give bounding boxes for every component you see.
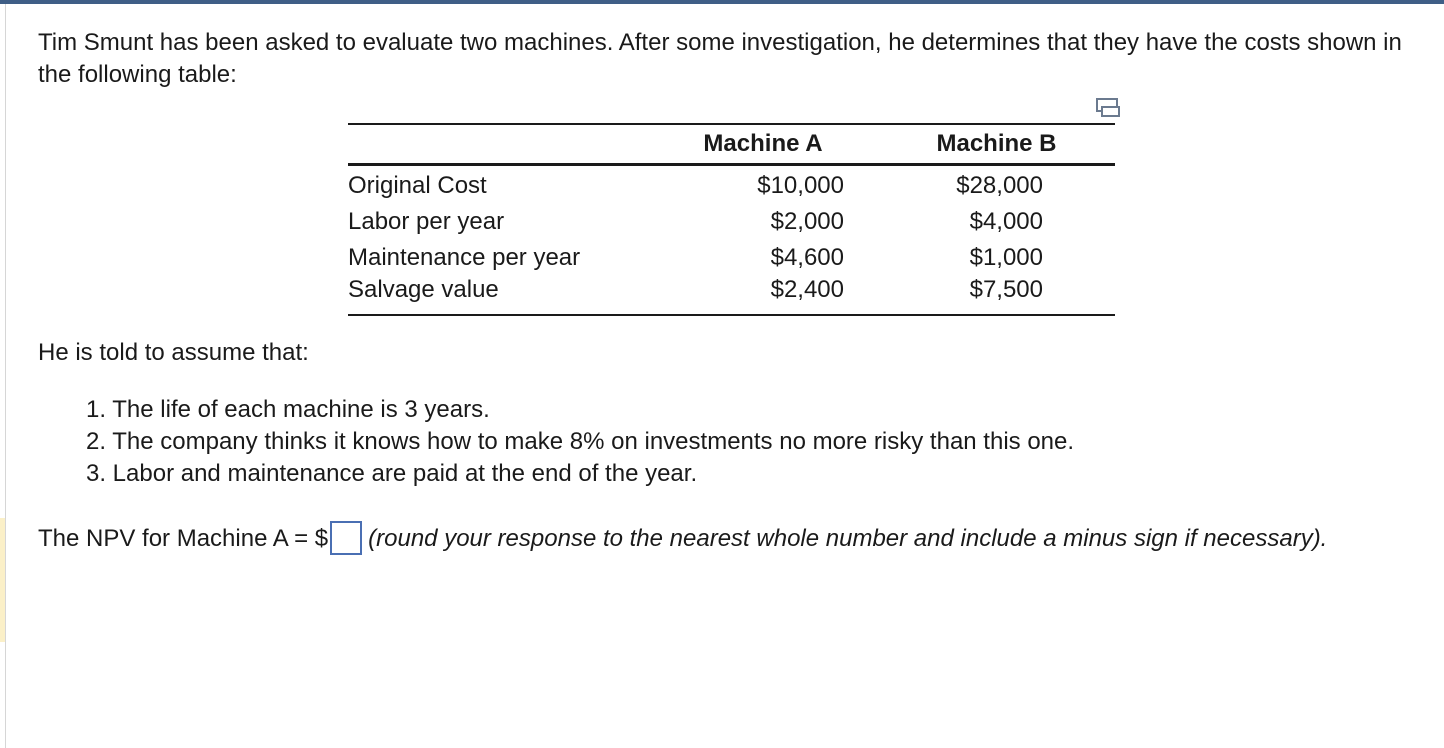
machine-a-value: $2,000 [770, 208, 844, 235]
assumptions-list [86, 394, 1074, 490]
list-item: 2. The company thinks it knows how to make 8% on investments no more risky than this one. [86, 428, 1075, 455]
machine-a-value: $4,600 [770, 244, 844, 271]
row-label: Salvage value [348, 276, 638, 315]
npv-question-prefix: The NPV for Machine A = $ [38, 525, 329, 552]
row-label: Labor per year [348, 208, 505, 235]
current-question-marker [0, 518, 5, 642]
machine-b-value: $7,500 [868, 276, 1115, 315]
rounding-hint: (round your response to the nearest whole number and include a minus sign if necessary). [368, 525, 1328, 552]
assumptions-intro: He is told to assume that: [38, 339, 309, 366]
npv-answer-input[interactable] [330, 521, 362, 555]
machine-b-value: $28,000 [956, 172, 1043, 199]
table-row [348, 276, 1115, 315]
expand-table-icon[interactable] [1093, 97, 1123, 119]
machine-a-value: $2,400 [638, 276, 868, 315]
header-cell-empty [348, 124, 638, 165]
header-machine-a: Machine A [638, 124, 868, 165]
table-row [348, 240, 1115, 276]
machine-b-value: $4,000 [969, 208, 1043, 235]
row-label: Original Cost [348, 172, 487, 199]
table-row [348, 204, 1115, 240]
list-item: 1. The life of each machine is 3 years. [86, 396, 490, 423]
table-row [348, 165, 1115, 205]
list-item: 3. Labor and maintenance are paid at the end of the year. [86, 460, 698, 487]
machine-a-value: $10,000 [757, 172, 844, 199]
top-bar [0, 0, 1444, 4]
machine-cost-table [348, 123, 1115, 316]
machine-b-value: $1,000 [969, 244, 1043, 271]
table-header-row [348, 124, 1115, 165]
problem-intro: Tim Smunt has been asked to evaluate two machines. After some investigation, he determines that they have the costs shown in the following table: [38, 29, 1402, 88]
row-label: Maintenance per year [348, 244, 581, 271]
npv-question [38, 520, 1338, 559]
header-machine-b: Machine B [868, 124, 1115, 165]
